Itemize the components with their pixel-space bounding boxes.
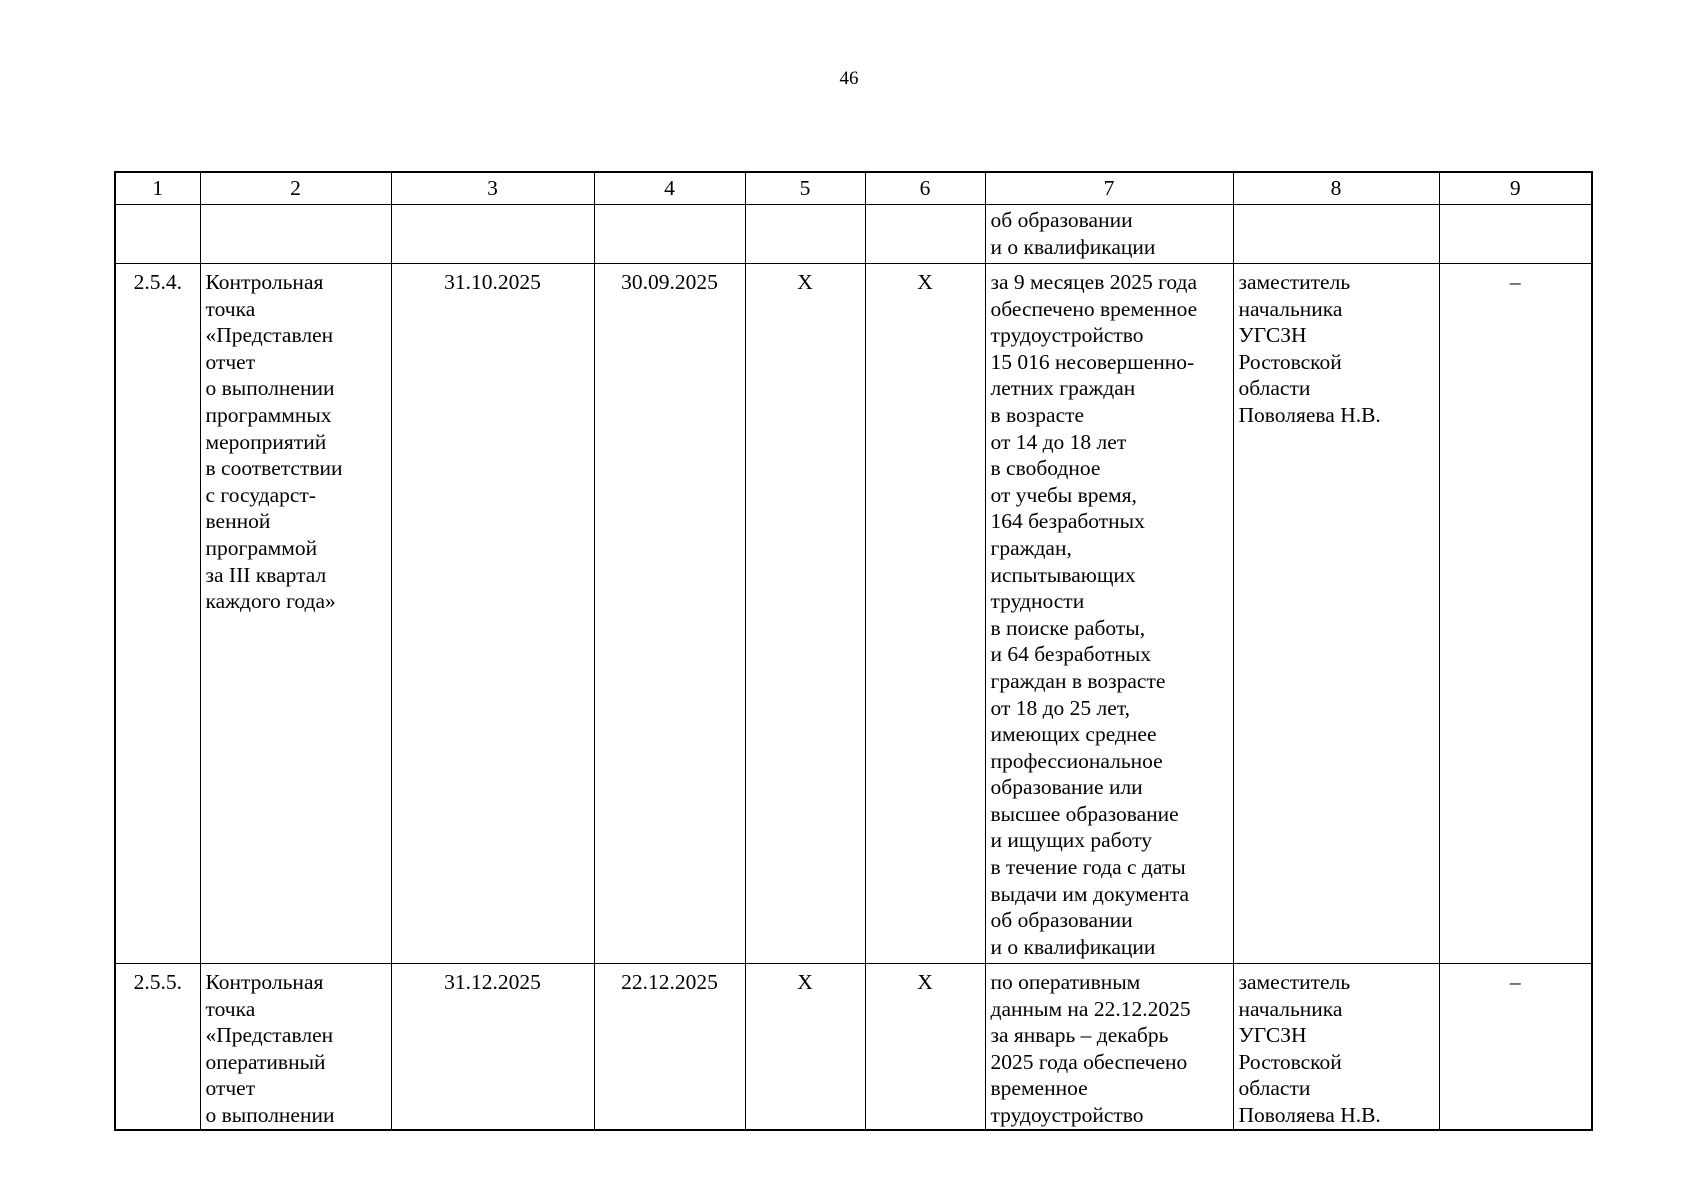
- text-line: испытывающих: [990, 562, 1136, 587]
- text-line: по оперативным: [990, 970, 1141, 994]
- text-line: 2025 года обеспечено: [990, 1049, 1188, 1074]
- table-row: [115, 964, 1592, 1130]
- text-line: в течение года с даты: [990, 855, 1186, 880]
- text-line: трудности: [990, 589, 1085, 614]
- text-line: граждан в возрасте: [990, 668, 1166, 693]
- text-line: начальника: [1238, 296, 1343, 321]
- text-line: венной: [205, 509, 271, 534]
- text-line: начальника: [1238, 996, 1343, 1021]
- table-cell: [1439, 205, 1592, 264]
- text-line: от 14 до 18 лет: [990, 429, 1127, 454]
- control-points-table: [114, 171, 1593, 1131]
- control-point-name: [200, 964, 391, 1130]
- column-header: 9: [1439, 172, 1592, 205]
- column-header: 6: [865, 172, 985, 205]
- text-line: от учебы время,: [990, 482, 1137, 507]
- column-9-value: –: [1439, 964, 1592, 1130]
- text-line: за III квартал: [205, 562, 327, 587]
- text-line: программных: [205, 402, 332, 427]
- responsible-cell: [1233, 264, 1439, 964]
- text-line: обеспечено временное: [990, 296, 1198, 321]
- text-line: Контрольная: [205, 270, 324, 294]
- text-line: временное: [990, 1076, 1088, 1101]
- text-line: заместитель: [1238, 270, 1351, 294]
- text-line: об образовании: [990, 908, 1133, 933]
- table-cell: [1233, 205, 1439, 264]
- text-line: в возрасте: [990, 402, 1085, 427]
- fact-date: 30.09.2025: [594, 264, 745, 964]
- row-number: 2.5.5.: [115, 964, 200, 1130]
- table-cell: [745, 205, 865, 264]
- text-line: каждого года»: [205, 589, 336, 614]
- page-number: 46: [839, 68, 859, 89]
- column-header: 5: [745, 172, 865, 205]
- column-5-value: X: [745, 964, 865, 1130]
- column-number-header-row: [115, 172, 1592, 205]
- column-header: 3: [391, 172, 594, 205]
- table-cell: [865, 205, 985, 264]
- text-line: Ростовской: [1238, 349, 1342, 374]
- text-line: данным на 22.12.2025: [990, 996, 1191, 1021]
- text-line: об образовании: [990, 208, 1133, 232]
- text-line: программой: [205, 535, 318, 560]
- text-line: оперативный: [205, 1049, 326, 1074]
- text-line: в свободное: [990, 456, 1101, 481]
- table-cell: [594, 205, 745, 264]
- column-5-value: X: [745, 264, 865, 964]
- text-line: УГСЗН: [1238, 323, 1307, 348]
- text-line: и ищущих работу: [990, 828, 1152, 853]
- text-line: за январь – декабрь: [990, 1023, 1169, 1048]
- text-line: в поиске работы,: [990, 615, 1146, 640]
- text-line: и 64 безработных: [990, 642, 1152, 667]
- text-line: трудоустройство: [990, 1102, 1144, 1127]
- text-line: профессиональное: [990, 748, 1163, 773]
- text-line: «Представлен: [205, 1023, 334, 1048]
- text-line: и о квалификации: [990, 934, 1156, 959]
- result-cell: [985, 264, 1233, 964]
- text-line: Контрольная: [205, 970, 324, 994]
- row-number: 2.5.4.: [115, 264, 200, 964]
- text-line: точка: [205, 296, 256, 321]
- column-header: 7: [985, 172, 1233, 205]
- text-line: УГСЗН: [1238, 1023, 1307, 1048]
- text-line: летних граждан: [990, 376, 1136, 401]
- column-9-value: –: [1439, 264, 1592, 964]
- text-line: в соответствии: [205, 456, 343, 481]
- text-line: образование или: [990, 775, 1143, 800]
- result-cell: [985, 205, 1233, 264]
- text-line: и о квалификации: [990, 234, 1156, 259]
- text-line: Ростовской: [1238, 1049, 1342, 1074]
- text-line: о выполнении: [205, 376, 335, 401]
- text-line: Поволяева Н.В.: [1238, 1102, 1381, 1127]
- table-cell: [391, 205, 594, 264]
- table-cell: [200, 205, 391, 264]
- column-6-value: X: [865, 964, 985, 1130]
- text-line: отчет: [205, 349, 256, 374]
- column-header: 2: [200, 172, 391, 205]
- table-row: [115, 264, 1592, 964]
- text-line: граждан,: [990, 535, 1072, 560]
- text-line: мероприятий: [205, 429, 327, 454]
- text-line: Поволяева Н.В.: [1238, 402, 1381, 427]
- text-line: за 9 месяцев 2025 года: [990, 270, 1197, 294]
- text-line: трудоустройство: [990, 323, 1144, 348]
- text-line: «Представлен: [205, 323, 334, 348]
- text-line: высшее образование: [990, 801, 1179, 826]
- plan-date: 31.12.2025: [391, 964, 594, 1130]
- text-line: точка: [205, 996, 256, 1021]
- fact-date: 22.12.2025: [594, 964, 745, 1130]
- control-point-name: [200, 264, 391, 964]
- column-header: 4: [594, 172, 745, 205]
- plan-date: 31.10.2025: [391, 264, 594, 964]
- text-line: 15 016 несовершенно-: [990, 349, 1195, 374]
- column-header: 1: [115, 172, 200, 205]
- responsible-cell: [1233, 964, 1439, 1130]
- text-line: области: [1238, 376, 1311, 401]
- text-line: заместитель: [1238, 970, 1351, 994]
- text-line: имеющих среднее: [990, 722, 1157, 747]
- text-line: с государст-: [205, 482, 316, 507]
- text-line: области: [1238, 1076, 1311, 1101]
- column-header: 8: [1233, 172, 1439, 205]
- table-cell: [115, 205, 200, 264]
- text-line: отчет: [205, 1076, 256, 1101]
- continuation-row: [115, 205, 1592, 264]
- result-cell: [985, 964, 1233, 1130]
- column-6-value: X: [865, 264, 985, 964]
- text-line: о выполнении: [205, 1102, 335, 1127]
- text-line: от 18 до 25 лет,: [990, 695, 1130, 720]
- text-line: 164 безработных: [990, 509, 1145, 534]
- text-line: выдачи им документа: [990, 881, 1190, 906]
